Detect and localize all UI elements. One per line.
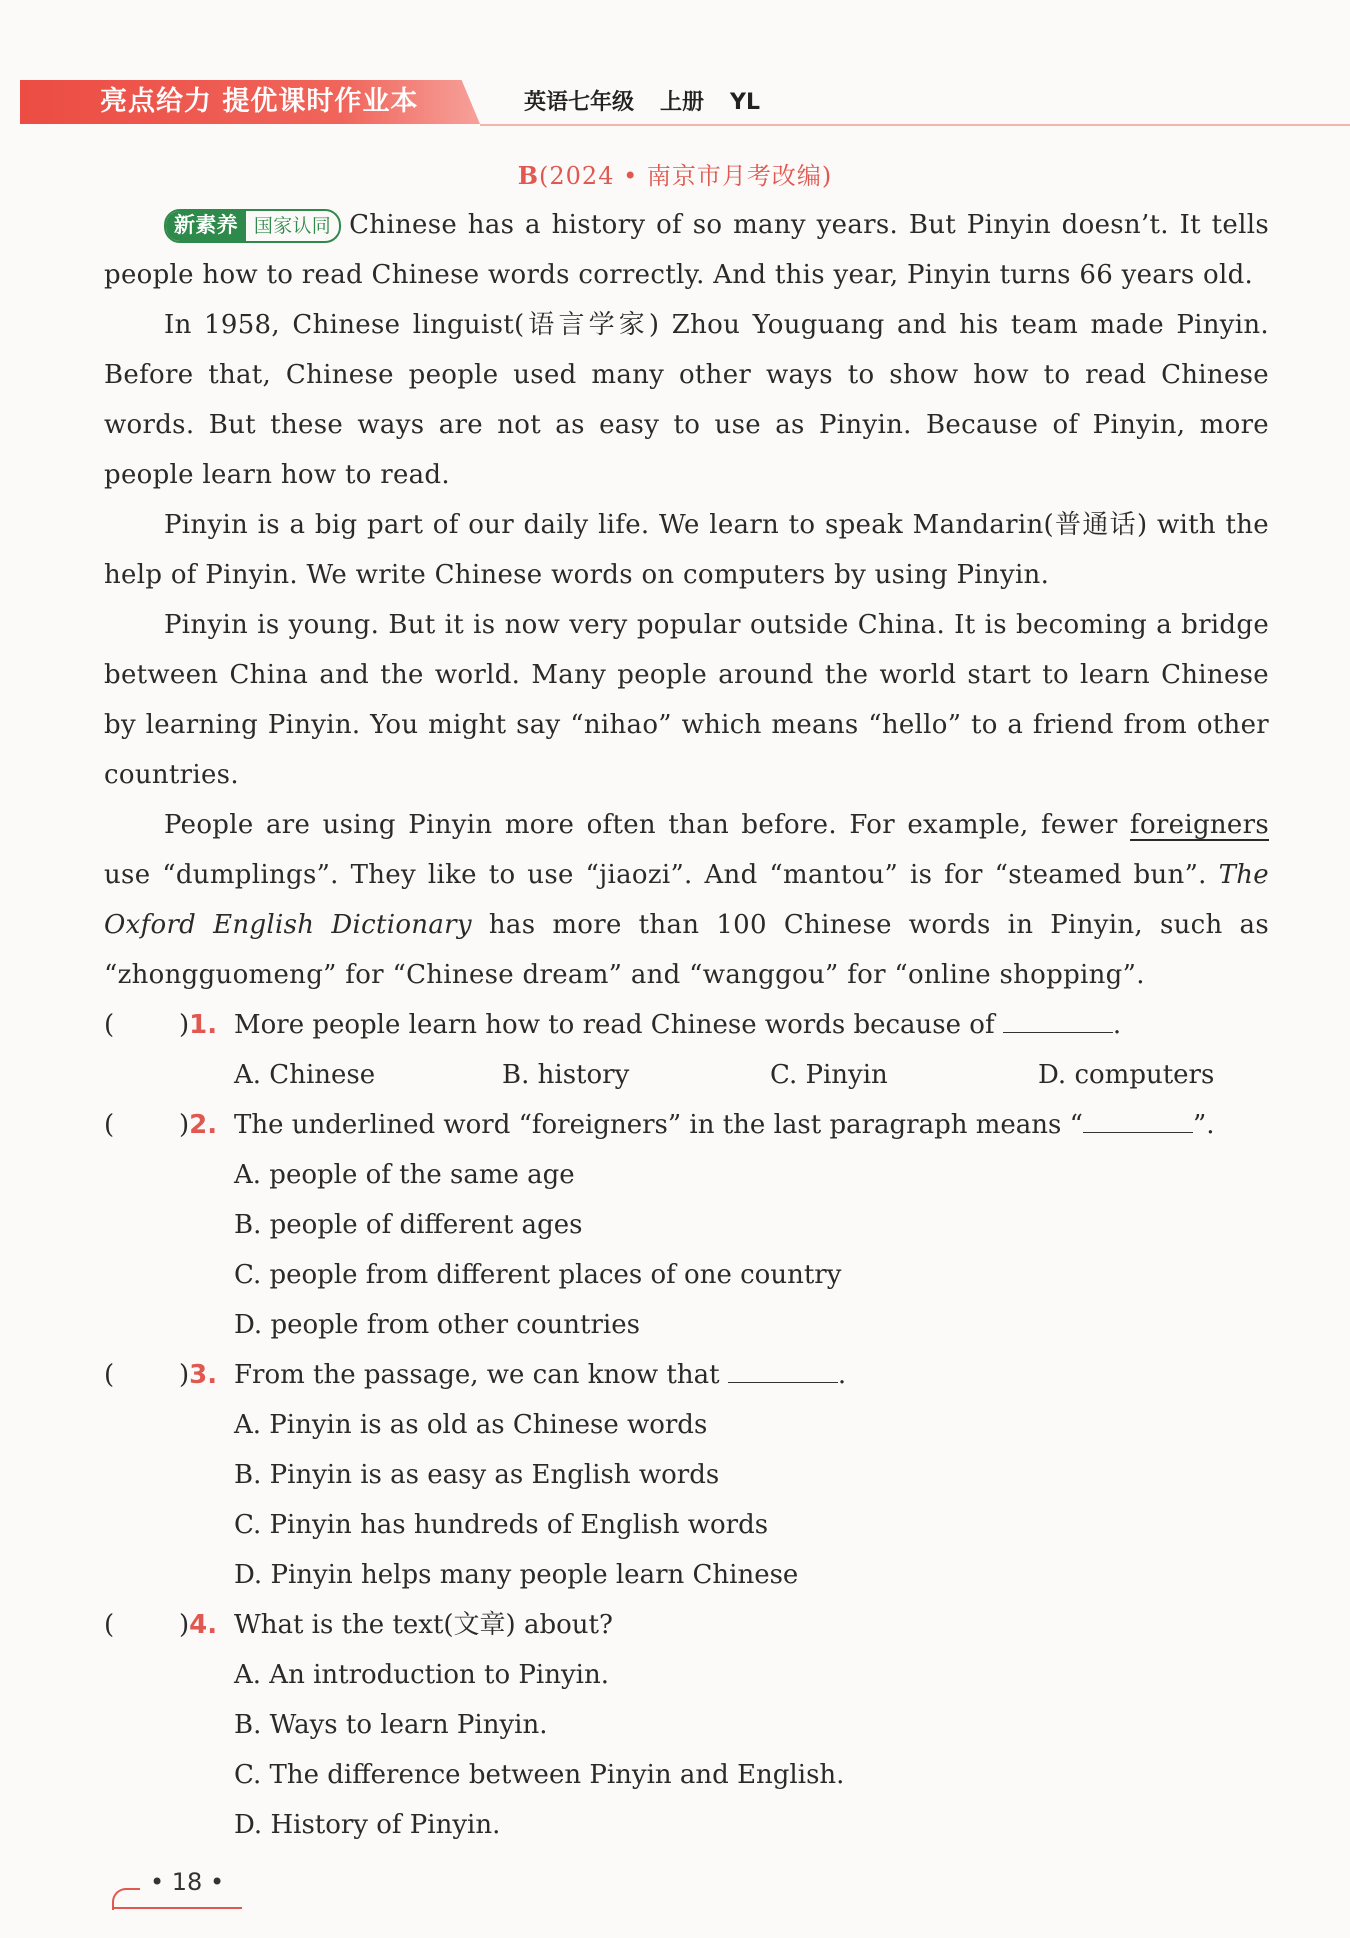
option-c[interactable]: C. Pinyin has hundreds of English words: [234, 1510, 769, 1540]
paragraph-5-text-b: use “dumplings”. They like to use “jiaozi”. And “mantou” is for “steamed bun”.: [104, 860, 1219, 890]
option-d[interactable]: D. computers: [1038, 1060, 1215, 1090]
option-b[interactable]: B. history: [502, 1060, 630, 1090]
option-c[interactable]: C. Pinyin: [770, 1060, 888, 1090]
close-paren: ): [179, 1360, 190, 1390]
question-text: [234, 1600, 613, 1650]
paragraph-2: In 1958, Chinese linguist(语言学家) Zhou Youguang and his team made Pinyin. Before that, Chinese people used many other ways to show how to read Chinese words. But these ways are not as easy to use as Pinyin. Because of Pinyin, more people learn how to read.: [104, 310, 1269, 490]
question-number: [179, 1100, 217, 1150]
close-paren: ): [179, 1010, 190, 1040]
answer-bracket[interactable]: [104, 1350, 114, 1400]
option-b[interactable]: B. people of different ages: [234, 1210, 583, 1240]
option-d[interactable]: D. people from other countries: [234, 1310, 640, 1340]
answer-blank[interactable]: [728, 1352, 838, 1383]
option-c[interactable]: C. people from different places of one country: [234, 1260, 842, 1290]
option-a[interactable]: A. people of the same age: [234, 1160, 575, 1190]
paragraph-4: Pinyin is young. But it is now very popular outside China. It is becoming a bridge between China and the world. Many people around the world start to learn Chinese by learning Pinyin. You might say “nihao” which means “hello” to a friend from other countries.: [104, 610, 1269, 790]
paragraph-1: [104, 200, 1269, 300]
question-text: [234, 1000, 1121, 1050]
footer-underline: [112, 1907, 242, 1909]
answer-bracket[interactable]: [104, 1600, 114, 1650]
reading-content: [104, 200, 1269, 1850]
question-number: [179, 1600, 217, 1650]
option-a[interactable]: A. An introduction to Pinyin.: [234, 1660, 609, 1690]
series-title: 亮点给力 提优课时作业本: [100, 86, 419, 117]
open-paren: (: [104, 1110, 115, 1140]
edition-label: YL: [730, 90, 760, 115]
header-divider: [480, 124, 1350, 126]
question-number: [179, 1000, 217, 1050]
option-a[interactable]: A. Chinese: [234, 1060, 376, 1090]
stem-end: ”.: [1192, 1110, 1215, 1140]
question-1: [104, 1000, 1269, 1100]
close-paren: ): [179, 1110, 190, 1140]
question-2: [104, 1100, 1269, 1350]
section-source: (2024 • 南京市月考改编): [539, 162, 833, 190]
answer-bracket[interactable]: [104, 1000, 114, 1050]
option-b[interactable]: B. Ways to learn Pinyin.: [234, 1710, 548, 1740]
question-4: [104, 1600, 1269, 1850]
stem: What is the text(文章) about?: [234, 1610, 613, 1640]
book-info: [524, 86, 786, 120]
paragraph-5-text-a: People are using Pinyin more often than before. For example, fewer: [164, 810, 1131, 840]
number: 2.: [189, 1110, 218, 1140]
question-text: [234, 1350, 846, 1400]
stem-end: .: [837, 1360, 847, 1390]
paragraph-3: Pinyin is a big part of our daily life. We learn to speak Mandarin(普通话) with the help of Pinyin. We write Chinese words on computers by using Pinyin.: [104, 510, 1269, 590]
section-title: [0, 156, 1350, 191]
volume-label: 上册: [660, 90, 705, 115]
option-b[interactable]: B. Pinyin is as easy as English words: [234, 1460, 720, 1490]
page-number: • 18 •: [150, 1868, 225, 1896]
question-number: [179, 1350, 217, 1400]
stem-end: .: [1112, 1010, 1122, 1040]
paragraph-5: [104, 800, 1269, 1000]
stem: The underlined word “foreigners” in the last paragraph means “: [234, 1110, 1083, 1140]
badge-tag: 国家认同: [253, 215, 332, 237]
paragraph-5-text-c: has more than 100 Chinese words in Pinyin, such as “zhongguomeng” for “Chinese dream” and “wanggou” for “online shopping”.: [104, 910, 1269, 990]
answer-blank[interactable]: [1083, 1102, 1193, 1133]
subject-label: 英语七年级: [524, 90, 635, 115]
open-paren: (: [104, 1360, 115, 1390]
option-a[interactable]: A. Pinyin is as old as Chinese words: [234, 1410, 708, 1440]
question-text: [234, 1100, 1215, 1150]
close-paren: ): [179, 1610, 190, 1640]
number: 1.: [189, 1010, 218, 1040]
number: 3.: [189, 1360, 218, 1390]
open-paren: (: [104, 1010, 115, 1040]
answer-blank[interactable]: [1003, 1002, 1113, 1033]
underlined-word: foreigners: [1130, 810, 1269, 840]
paragraph-1-text: Chinese has a history of so many years. But Pinyin doesn’t. It tells people how to read Chinese words correctly. And this year, Pinyin turns 66 years old.: [104, 210, 1269, 290]
dictionary-title: The Oxford English Dictionary: [104, 860, 1269, 940]
option-d[interactable]: D. History of Pinyin.: [234, 1810, 501, 1840]
option-d[interactable]: D. Pinyin helps many people learn Chinese: [234, 1560, 799, 1590]
options-row: [104, 1050, 1269, 1100]
literacy-badge: [164, 209, 341, 243]
stem: From the passage, we can know that: [234, 1360, 720, 1390]
open-paren: (: [104, 1610, 115, 1640]
option-c[interactable]: C. The difference between Pinyin and English.: [234, 1760, 845, 1790]
answer-bracket[interactable]: [104, 1100, 114, 1150]
stem: More people learn how to read Chinese words because of: [234, 1010, 995, 1040]
section-label: B: [517, 161, 540, 190]
badge-label: 新素养: [166, 211, 246, 241]
number: 4.: [189, 1610, 218, 1640]
question-3: [104, 1350, 1269, 1600]
